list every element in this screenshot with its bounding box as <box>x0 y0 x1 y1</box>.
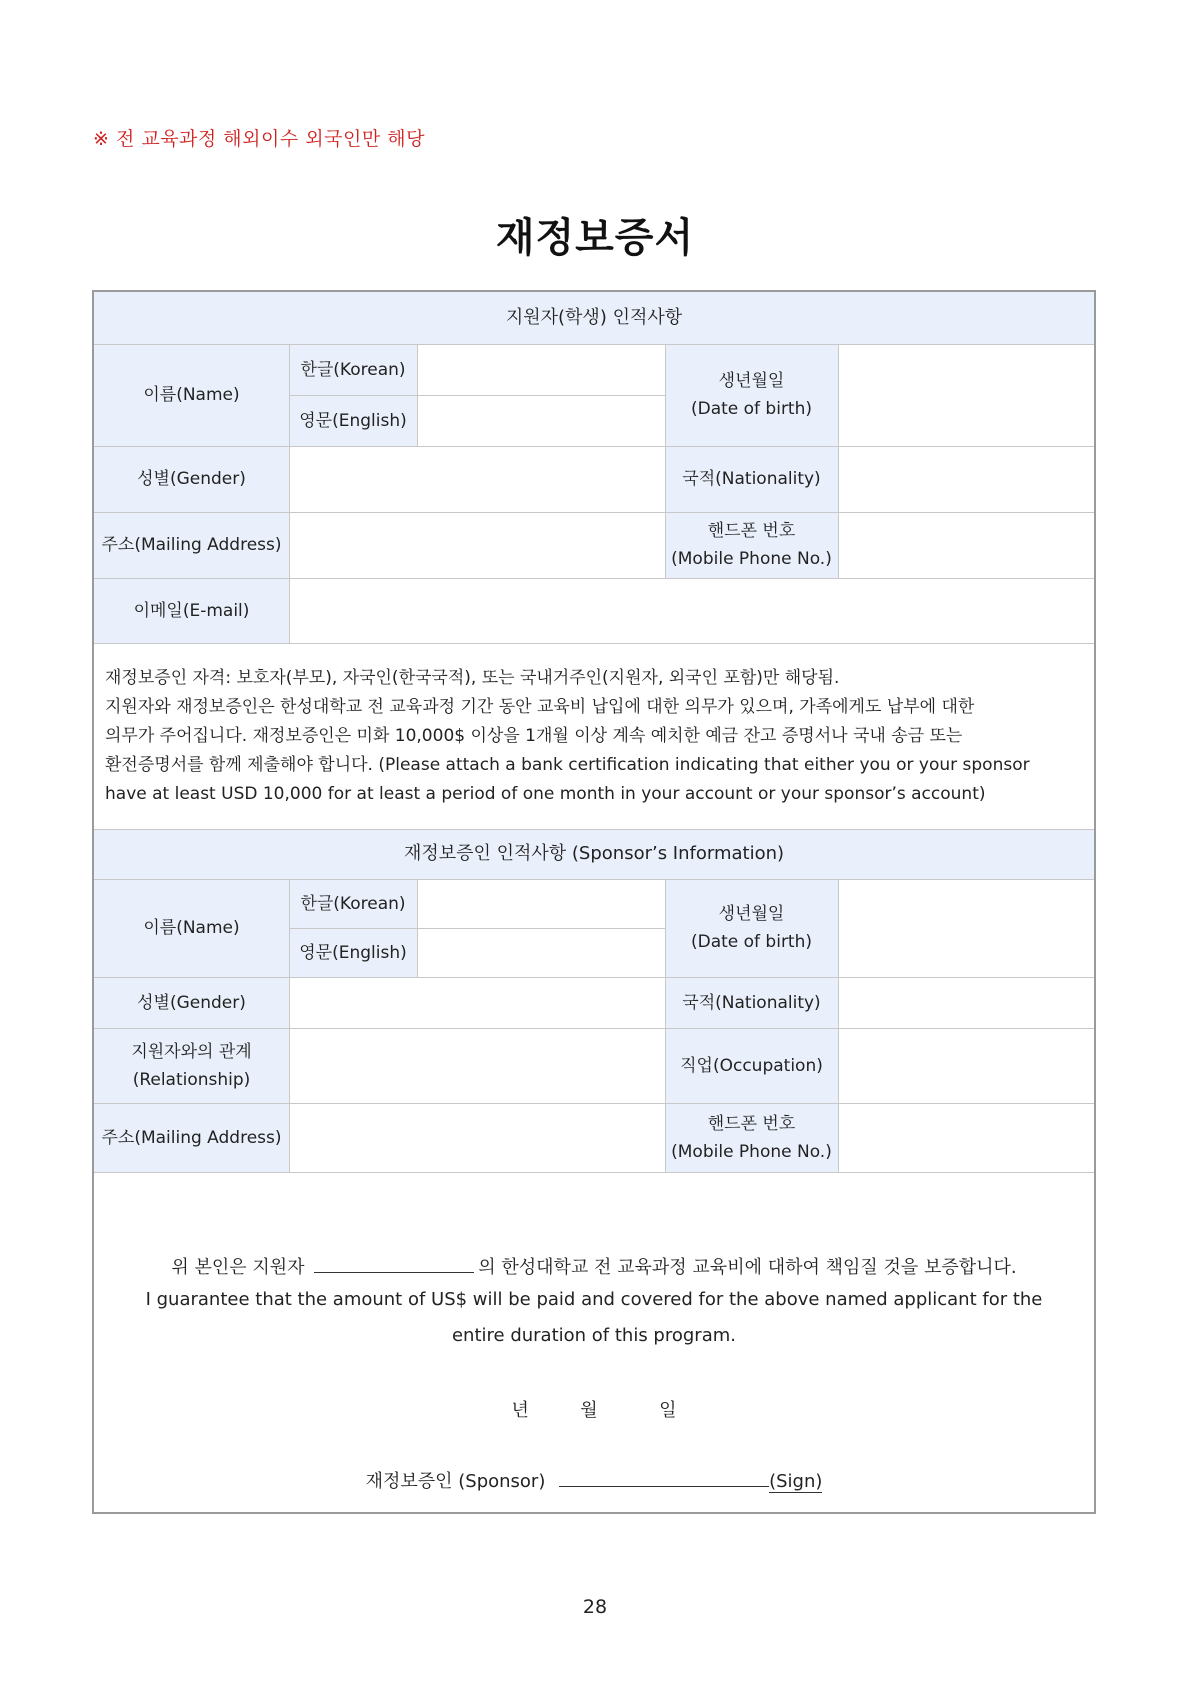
qualification-line: 의무가 주어집니다. 재정보증인은 미화 10,000$ 이상을 1개월 이상 계속 예치한 예금 잔고 증명서나 국내 송금 또는 <box>105 726 963 746</box>
grid-line <box>94 512 1094 513</box>
qualification-line: have at least USD 10,000 for at least a period of one month in your account or your sponsor’s account) <box>105 784 986 804</box>
sponsor-nationality-label <box>665 977 838 1028</box>
sponsor-gender-field[interactable] <box>289 977 665 1028</box>
sponsor-nationality-field[interactable] <box>838 977 1094 1028</box>
sponsor-english-label-text: 영문(English) <box>299 942 407 963</box>
grid-line <box>289 879 290 1172</box>
guarantee-statement-en: I guarantee that the amount of US$ will be paid and covered for the above named applicant for the <box>145 1289 1043 1310</box>
applicant-nationality-field[interactable] <box>838 446 1094 512</box>
sponsor-signature-label: 재정보증인 (Sponsor) <box>365 1471 546 1492</box>
year-label: 년 <box>511 1400 529 1421</box>
grid-line <box>94 1172 1094 1173</box>
foreign-only-notice: ※ 전 교육과정 해외이수 외국인만 해당 <box>93 128 425 150</box>
grid-line <box>417 879 418 977</box>
applicant-nationality-label-text: 국적(Nationality) <box>682 469 821 489</box>
page-number: 28 <box>582 1596 608 1618</box>
sponsor-address-field[interactable] <box>289 1103 665 1172</box>
sponsor-english-name-field[interactable] <box>417 928 665 977</box>
sponsor-relationship-field[interactable] <box>289 1028 665 1103</box>
applicant-name-blank[interactable] <box>314 1254 474 1273</box>
applicant-english-label <box>289 395 417 446</box>
grid-line <box>665 879 666 1172</box>
qualification-line: 환전증명서를 함께 제출해야 합니다. (Please attach a bank certification indicating that either you or your sponsor <box>105 755 1030 775</box>
applicant-dob-label-kr: 생년월일 <box>718 371 785 391</box>
guarantee-statement-en-cont: entire duration of this program. <box>451 1325 736 1346</box>
applicant-address-field[interactable] <box>289 512 665 578</box>
grid-line <box>665 344 666 578</box>
sponsor-korean-label <box>289 879 417 928</box>
sponsor-phone-field[interactable] <box>838 1103 1094 1172</box>
sponsor-korean-label-text: 한글(Korean) <box>300 893 406 914</box>
day-label: 일 <box>659 1400 677 1421</box>
sponsor-relationship-label <box>94 1028 289 1103</box>
applicant-phone-field[interactable] <box>838 512 1094 578</box>
applicant-korean-label <box>289 344 417 395</box>
guarantee-prefix: 위 본인은 지원자 <box>171 1257 305 1278</box>
grid-line <box>94 446 1094 447</box>
applicant-dob-field[interactable] <box>838 344 1094 446</box>
applicant-english-name-field[interactable] <box>417 395 665 446</box>
applicant-name-label-text: 이름(Name) <box>143 385 240 405</box>
grid-line <box>94 977 1094 978</box>
sponsor-section-header <box>94 829 1094 879</box>
grid-line <box>94 643 1094 644</box>
sponsor-address-label <box>94 1103 289 1172</box>
applicant-phone-label-kr: 핸드폰 번호 <box>707 521 796 541</box>
grid-line <box>94 578 1094 579</box>
grid-line <box>838 879 839 1172</box>
grid-line <box>94 1103 1094 1104</box>
applicant-address-label-text: 주소(Mailing Address) <box>101 535 282 555</box>
grid-line <box>417 344 418 446</box>
applicant-nationality-label <box>665 446 838 512</box>
grid-line <box>289 344 290 643</box>
grid-line <box>838 344 839 578</box>
sponsor-gender-label-text: 성별(Gender) <box>137 992 246 1013</box>
qualification-line: 지원자와 재정보증인은 한성대학교 전 교육과정 기간 동안 교육비 납입에 대한 의무가 있으며, 가족에게도 납부에 대한 <box>105 697 975 717</box>
sponsor-qualification-text <box>105 664 1085 809</box>
applicant-email-label-text: 이메일(E-mail) <box>133 600 250 621</box>
applicant-gender-label <box>94 446 289 512</box>
sponsor-korean-name-field[interactable] <box>417 879 665 928</box>
sponsor-signature-line[interactable] <box>559 1468 769 1487</box>
applicant-dob-label <box>665 344 838 446</box>
sponsor-phone-label <box>665 1103 838 1172</box>
applicant-english-label-text: 영문(English) <box>299 410 407 431</box>
applicant-gender-label-text: 성별(Gender) <box>137 469 246 489</box>
guarantee-statement-kr <box>94 1253 1094 1279</box>
qualification-line: 재정보증인 자격: 보호자(부모), 자국인(한국국적), 또는 국내거주인(지원자, 외국인 포함)만 해당됨. <box>105 668 840 688</box>
applicant-address-label <box>94 512 289 578</box>
applicant-korean-name-field[interactable] <box>417 344 665 395</box>
guarantee-form <box>92 290 1096 1514</box>
sponsor-dob-label <box>665 879 838 977</box>
sponsor-gender-label <box>94 977 289 1028</box>
applicant-dob-label-en: (Date of birth) <box>690 399 813 419</box>
grid-line <box>289 395 665 396</box>
applicant-email-field[interactable] <box>289 578 1094 643</box>
sign-label: (Sign) <box>769 1471 823 1492</box>
applicant-section-header <box>94 292 1094 344</box>
applicant-phone-label-en: (Mobile Phone No.) <box>671 549 832 569</box>
grid-line <box>94 1028 1094 1029</box>
sponsor-occupation-label <box>665 1028 838 1103</box>
month-label: 월 <box>580 1400 598 1421</box>
sponsor-relationship-label-kr: 지원자와의 관계 <box>131 1041 252 1062</box>
applicant-name-label <box>94 344 289 446</box>
grid-line <box>289 928 665 929</box>
sponsor-name-label <box>94 879 289 977</box>
sponsor-dob-label-kr: 생년월일 <box>718 904 785 924</box>
sponsor-header-text: 재정보증인 인적사항 (Sponsor’s Information) <box>403 843 785 864</box>
guarantee-suffix: 의 한성대학교 전 교육과정 교육비에 대하여 책임질 것을 보증합니다. <box>478 1257 1017 1278</box>
grid-line <box>94 879 1094 880</box>
date-row <box>94 1396 1094 1422</box>
sponsor-occupation-field[interactable] <box>838 1028 1094 1103</box>
applicant-header-text: 지원자(학생) 인적사항 <box>505 307 683 328</box>
sponsor-english-label <box>289 928 417 977</box>
page-title: 재정보증서 <box>495 215 695 261</box>
sponsor-phone-label-en: (Mobile Phone No.) <box>671 1141 832 1162</box>
grid-line <box>94 344 1094 345</box>
applicant-gender-field[interactable] <box>289 446 665 512</box>
sponsor-dob-field[interactable] <box>838 879 1094 977</box>
grid-line <box>94 829 1094 830</box>
sponsor-relationship-label-en: (Relationship) <box>132 1069 251 1090</box>
applicant-phone-label <box>665 512 838 578</box>
sponsor-name-label-text: 이름(Name) <box>143 918 240 938</box>
sponsor-signature-row <box>94 1467 1094 1493</box>
sponsor-nationality-label-text: 국적(Nationality) <box>682 992 821 1013</box>
sponsor-dob-label-en: (Date of birth) <box>690 932 813 952</box>
applicant-email-label <box>94 578 289 643</box>
sponsor-occupation-label-text: 직업(Occupation) <box>680 1055 823 1076</box>
sponsor-phone-label-kr: 핸드폰 번호 <box>707 1113 796 1134</box>
applicant-korean-label-text: 한글(Korean) <box>300 359 406 380</box>
sponsor-address-label-text: 주소(Mailing Address) <box>101 1127 282 1148</box>
